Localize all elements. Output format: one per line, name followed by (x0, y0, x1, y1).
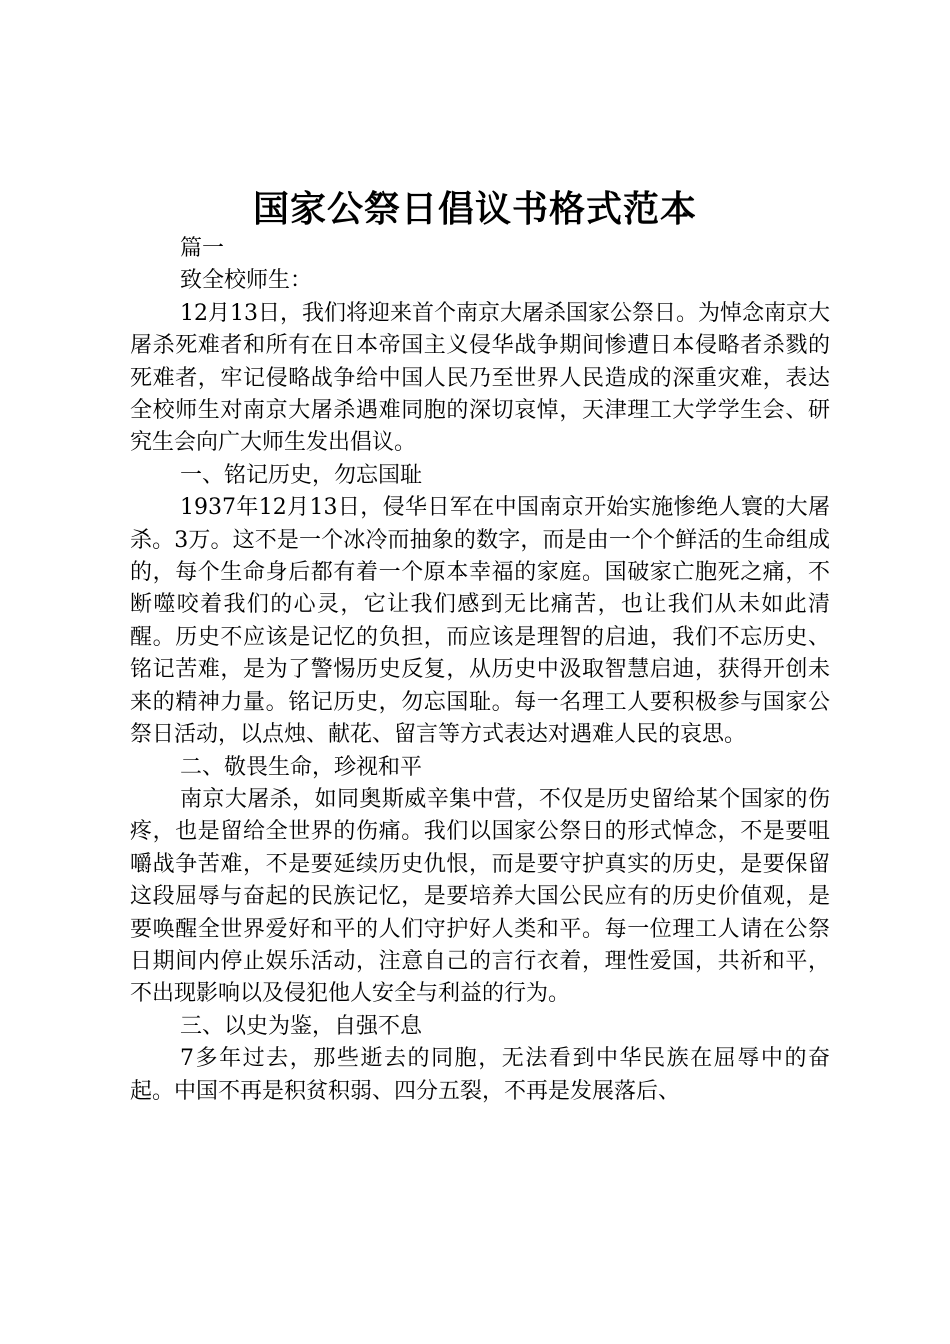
section-heading-3: 三、以史为鉴，自强不息 (180, 1013, 423, 1039)
intro-paragraph: 12月13日，我们将迎来首个南京大屠杀国家公祭日。为悼念南京大屠杀死难者和所有在日本帝国主义侵华战争期间惨遭日本侵略者杀戮的死难者，牢记侵略战争给中国人民乃至世界人民造成的深重灾难，表达全校师生对南京大屠杀遇难同胞的深切哀悼，天津理工大学学生会、研究生会向广大师生发出倡议。 (130, 300, 830, 456)
body-paragraph-1: 1937年12月13日，侵华日军在中国南京开始实施惨绝人寰的大屠杀。3万。这不是一个冰冷而抽象的数字，而是由一个个鲜活的生命组成的，每个生命身后都有着一个原本幸福的家庭。国破家亡胞死之痛，不断噬咬着我们的心灵，它让我们感到无比痛苦，也让我们从未如此清醒。历史不应该是记忆的负担，而应该是理智的启迪，我们不忘历史、铭记苦难，是为了警惕历史反复，从历史中汲取智慧启迪，获得开创未来的精神力量。铭记历史，勿忘国耻。每一名理工人要积极参与国家公祭日活动，以点烛、献花、留言等方式表达对遇难人民的哀思。 (130, 495, 830, 748)
section-heading-2: 二、敬畏生命，珍视和平 (180, 754, 423, 780)
section-heading-1: 一、铭记历史，勿忘国耻 (180, 462, 423, 488)
body-paragraph-3: 7多年过去，那些逝去的同胞，无法看到中华民族在屈辱中的奋起。中国不再是积贫积弱、四分五裂，不再是发展落后、 (130, 1046, 830, 1104)
body-paragraph-2: 南京大屠杀，如同奥斯威辛集中营，不仅是历史留给某个国家的伤疼，也是留给全世界的伤痛。我们以国家公祭日的形式悼念，不是要咀嚼战争苦难，不是要延续历史仇恨，而是要守护真实的历史，是要保留这段屈辱与奋起的民族记忆，是要培养大国公民应有的历史价值观，是要唤醒全世界爱好和平的人们守护好人类和平。每一位理工人请在公祭日期间内停止娱乐活动，注意自己的言行衣着，理性爱国，共祈和平，不出现影响以及侵犯他人安全与利益的行为。 (130, 786, 830, 1007)
section-label: 篇一 (180, 236, 225, 261)
salutation: 致全校师生： (180, 268, 313, 294)
document-body (130, 233, 830, 1108)
document-title: 国家公祭日倡议书格式范本 (252, 188, 697, 230)
